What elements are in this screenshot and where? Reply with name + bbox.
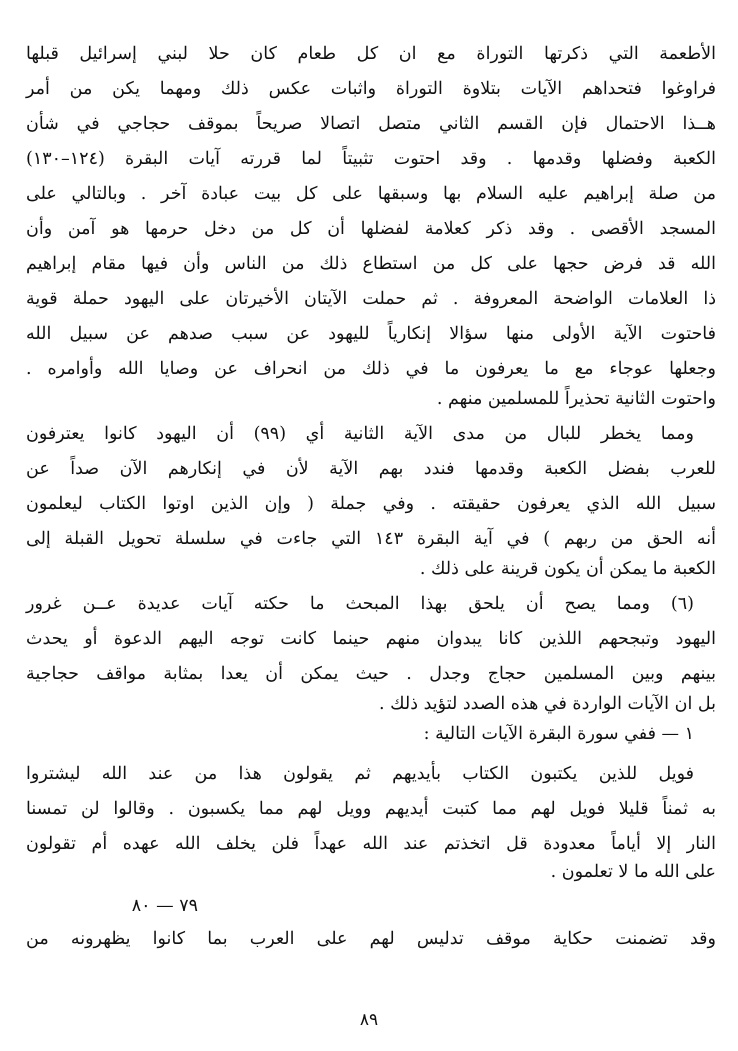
quote-line-3: النار إلا أياماً معدودة قل اتخذتم عند الله عهداً فلن يخلف الله عهده أم تقولون bbox=[26, 834, 716, 854]
verse-reference: ٧٩ — ٨٠ bbox=[131, 896, 198, 916]
text-line-19: بينهم وبين المسلمين حجاج وجدل . حيث يمكن أن يعدا بمثابة مواقف حجاجية bbox=[26, 664, 716, 684]
text-line-7: الله قد فرض حجها على كل من استطاع ذلك من الناس وأن فيها مقام إبراهيم bbox=[26, 254, 716, 274]
text-line-14: سبيل الله الذي يعرفون حقيقته . وفي جملة ( وإن الذين اوتوا الكتاب ليعلمون bbox=[26, 494, 716, 514]
quote-line-1: فويل للذين يكتبون الكتاب بأيديهم ثم يقولون هذا من عند الله ليشتروا bbox=[26, 764, 694, 784]
text-line-10: وجعلها عوجاء مع ما يعرفون ما في ذلك من انحراف عن وصايا الله وأوامره . bbox=[26, 359, 716, 379]
quote-line-4: على الله ما لا تعلمون . bbox=[550, 862, 716, 882]
quote-line-2: به ثمناً قليلا فويل لهم مما كتبت أيديهم وويل لهم مما يكسبون . وقالوا لن تمسنا bbox=[26, 799, 716, 819]
text-line-16: الكعبة ما يمكن أن يكون قرينة على ذلك . bbox=[419, 559, 716, 579]
text-line-12: ومما يخطر للبال من مدى الآية الثانية أي (٩٩) أن اليهود كانوا يعترفون bbox=[26, 424, 694, 444]
text-line-9: فاحتوت الآية الأولى منها سؤالا إنكارياً لليهود عن سبب صدهم عن سبيل الله bbox=[26, 324, 716, 344]
section-heading: ١ — ففي سورة البقرة الآيات التالية : bbox=[423, 724, 694, 744]
text-line-4: الكعبة وفضلها وقدمها . وقد احتوت تثبيتاً لما قررته آيات البقرة (١٢٤–١٣٠) bbox=[26, 149, 716, 169]
text-line-last: وقد تضمنت حكاية موقف تدليس لهم على العرب بما كانوا يظهرونه من bbox=[26, 929, 716, 949]
text-line-6: المسجد الأقصى . وقد ذكر كعلامة لفضلها أن كل من دخل حرمها هو آمن وأن bbox=[26, 219, 716, 239]
text-line-5: من صلة إبراهيم عليه السلام بها وسبقها على كل بيت عبادة آخر . وبالتالي على bbox=[26, 184, 716, 204]
text-line-2: فراوغوا فتحداهم الآيات بتلاوة التوراة واثبات عكس ذلك ومهما يكن من أمر bbox=[26, 79, 716, 99]
text-line-8: ذا العلامات الواضحة المعروفة . ثم حملت الآيتان الأخيرتان على اليهود حملة قوية bbox=[26, 289, 716, 309]
text-line-18: اليهود وتبجحهم اللذين كانا يبدوان منهم حينما كانت توجه اليهم الدعوة أو يحدث bbox=[26, 629, 716, 649]
page-number: ٨٩ bbox=[359, 1010, 379, 1030]
text-line-15: أنه الحق من ربهم ) في آية البقرة ١٤٣ التي جاءت في سلسلة تحويل القبلة إلى bbox=[26, 529, 716, 549]
text-line-20: بل ان الآيات الواردة في هذه الصدد لتؤيد ذلك . bbox=[379, 694, 716, 714]
text-line-13: للعرب بفضل الكعبة وقدمها فندد بهم الآية لأن في إنكارهم الآن صداً عن bbox=[26, 459, 716, 479]
text-line-1: الأطعمة التي ذكرتها التوراة مع ان كل طعام كان حلا لبني إسرائيل قبلها bbox=[26, 44, 716, 64]
text-line-11: واحتوت الثانية تحذيراً للمسلمين منهم . bbox=[436, 389, 716, 409]
text-line-3: هــذا الاحتمال فإن القسم الثاني متصل اتصالا صريحاً بموقف حجاجي في شأن bbox=[26, 114, 716, 134]
text-line-17: (٦) ومما يصح أن يلحق بهذا المبحث ما حكته آيات عديدة عــن غرور bbox=[26, 594, 694, 614]
